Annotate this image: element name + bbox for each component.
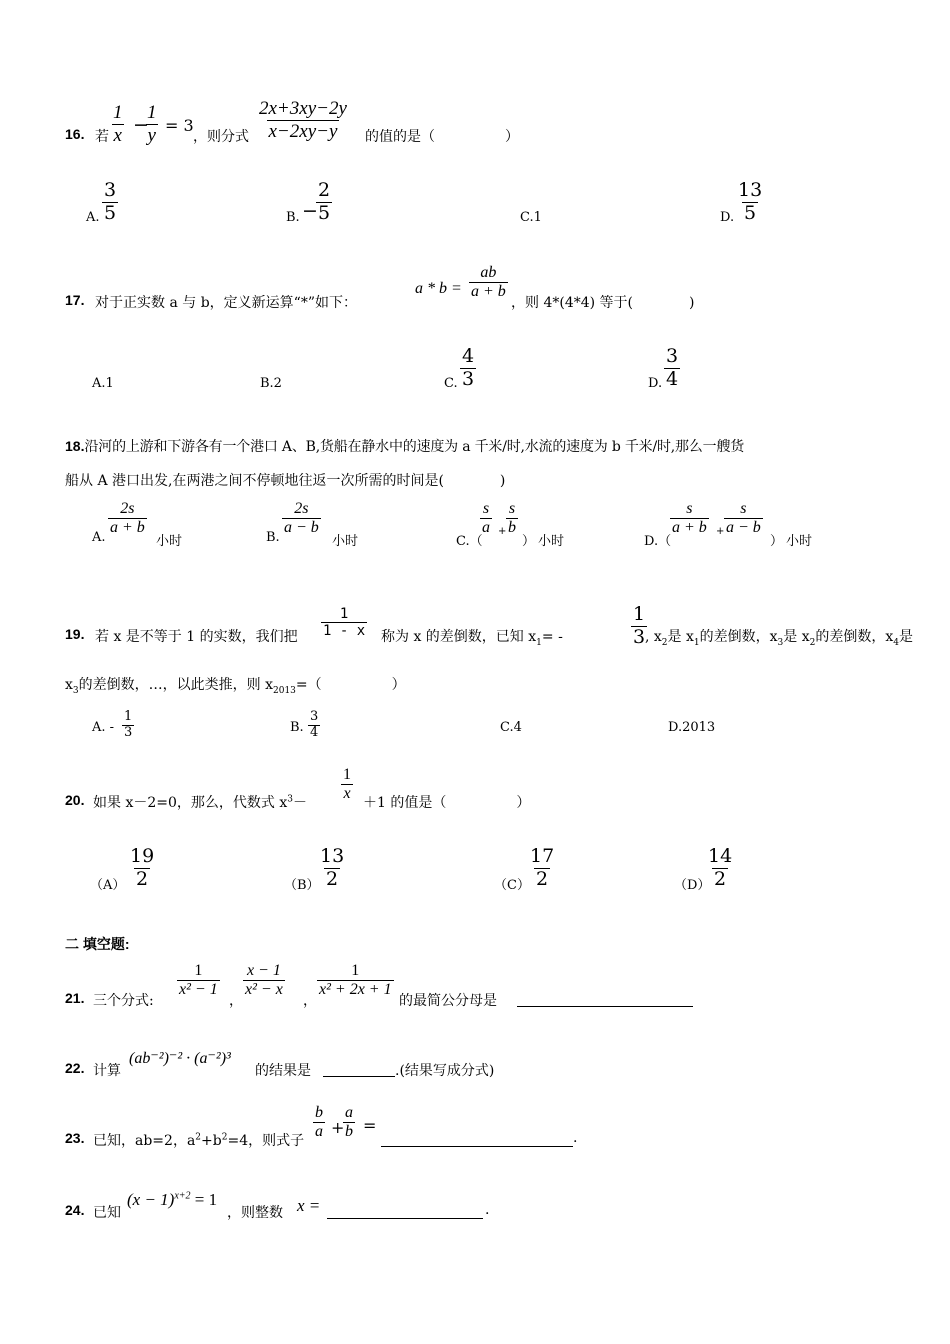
condition-rhs: = 3 bbox=[165, 116, 194, 135]
option-fraction: 2s a + b bbox=[110, 500, 145, 537]
option-fraction: 4 3 bbox=[462, 345, 475, 390]
option-fraction: 17 2 bbox=[530, 845, 555, 890]
answer-blank[interactable] bbox=[327, 1204, 483, 1219]
question-number: 18. bbox=[65, 438, 85, 454]
fraction-3: 1 x² + 2x + 1 bbox=[319, 962, 392, 999]
fraction-2: a b bbox=[345, 1104, 353, 1141]
option-fraction: s a − b bbox=[726, 500, 761, 537]
option-d[interactable]: D.2013 bbox=[668, 720, 716, 735]
unit-label: 小时 bbox=[332, 534, 359, 549]
question-text: ，则 4*(4*4) 等于( ) bbox=[511, 295, 695, 311]
option-fraction: s a + b bbox=[672, 500, 707, 537]
answer-blank[interactable] bbox=[517, 992, 693, 1007]
section-heading: 二 填空题: bbox=[65, 936, 130, 952]
option-fraction: 13 5 bbox=[738, 179, 763, 224]
question-number: 19. bbox=[65, 626, 85, 642]
question-number: 16. bbox=[65, 126, 85, 142]
fraction-2: x − 1 x² − x bbox=[245, 962, 283, 999]
question-number: 20. bbox=[65, 792, 85, 808]
question-19-line2: $x_3$的差倒数，…，以此类推，则 $x_{2013}=$（ ） bbox=[65, 677, 406, 696]
question-text: 的值的是（ ） bbox=[365, 129, 519, 145]
minus-sign: − bbox=[133, 114, 149, 136]
question-number: 17. bbox=[65, 292, 85, 308]
expression: $(x - 1)^{x+2} = 1$ bbox=[127, 1190, 218, 1209]
option-a[interactable]: A.1 bbox=[92, 376, 114, 391]
expression-fraction: 2x+3xy−2y x−2xy−y bbox=[259, 98, 347, 142]
question-number: 24. bbox=[65, 1202, 85, 1218]
option-c[interactable]: C.1 bbox=[520, 210, 542, 225]
question-text: 若 bbox=[95, 129, 109, 145]
question-number: 23. bbox=[65, 1130, 85, 1146]
operation-lhs: a * b = bbox=[415, 280, 462, 297]
option-fraction: 19 2 bbox=[130, 845, 155, 890]
question-text: 沿河的上游和下游各有一个港口 A、B,货船在静水中的速度为 a 千米/时,水流的速度为 b 千米/时,那么一艘货 bbox=[84, 439, 745, 455]
question-18-line2: 船从 A 港口出发,在两港之间不停顿地往返一次所需的时间是( ) bbox=[65, 473, 506, 489]
unit-label: 小时 bbox=[538, 534, 565, 549]
question-number: 21. bbox=[65, 990, 85, 1006]
fraction-1: b a bbox=[315, 1104, 323, 1141]
unit-label: 小时 bbox=[156, 534, 183, 549]
answer-blank[interactable] bbox=[323, 1062, 395, 1077]
question-18 bbox=[65, 436, 744, 456]
question-text: ，则分式 bbox=[193, 129, 249, 145]
condition-fraction-b: 1 y bbox=[147, 102, 157, 146]
question-text: 对于正实数 a 与 b，定义新运算“*”如下： bbox=[95, 295, 357, 311]
option-b[interactable]: B.2 bbox=[260, 376, 282, 391]
option-fraction: 13 2 bbox=[320, 845, 345, 890]
expression: (ab⁻²)⁻² · (a⁻²)³ bbox=[129, 1050, 231, 1067]
option-fraction: 14 2 bbox=[708, 845, 733, 890]
question-number: 22. bbox=[65, 1060, 85, 1076]
condition-fraction-a: 1 x bbox=[113, 102, 123, 146]
answer-blank[interactable] bbox=[381, 1132, 573, 1147]
difference-reciprocal-fraction: 1 1 - x bbox=[323, 606, 366, 640]
option-c[interactable]: C.4 bbox=[500, 720, 522, 735]
definition-fraction: ab a + b bbox=[471, 264, 506, 301]
unit-label: 小时 bbox=[786, 534, 813, 549]
option-fraction: s a bbox=[482, 500, 490, 537]
x1-fraction: 1 3 bbox=[633, 603, 646, 648]
option-fraction: 3 4 bbox=[666, 345, 679, 390]
option-fraction: 3 5 bbox=[104, 179, 117, 224]
option-fraction: 2s a − b bbox=[284, 500, 319, 537]
option-fraction: 2 5 bbox=[318, 179, 331, 224]
option-fraction: 3 4 bbox=[310, 709, 319, 740]
fraction-1: 1 x² − 1 bbox=[179, 962, 218, 999]
expression-fraction: 1 x bbox=[343, 766, 351, 803]
option-fraction: s b bbox=[508, 500, 516, 537]
option-fraction: 1 3 bbox=[124, 709, 133, 740]
